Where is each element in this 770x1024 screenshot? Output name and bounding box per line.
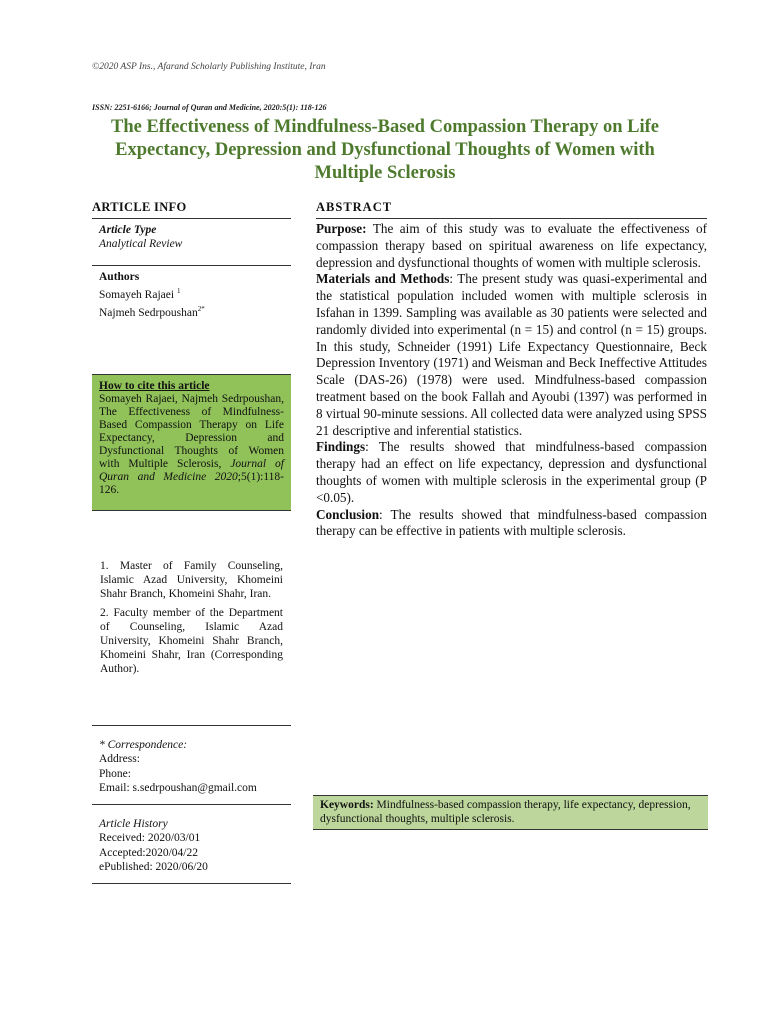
how-to-cite-box	[92, 375, 291, 510]
conclusion-label: Conclusion	[316, 506, 380, 522]
abstract-body	[316, 219, 707, 540]
purpose-text: The aim of this study was to evaluate the effectiveness of compassion therapy based on spiritual awareness on life expectancy, depression and dysfunctional thoughts of women with multiple sclerosis.	[316, 221, 707, 270]
correspondence-label: * Correspondence:	[99, 738, 188, 751]
phone-line: Phone:	[99, 767, 131, 780]
affiliations	[92, 559, 291, 676]
spacer	[92, 511, 291, 559]
abstract-purpose	[316, 221, 707, 271]
article-type-label: Article Type	[99, 224, 157, 236]
affiliation-item: 2. Faculty member of the Department of Counseling, Islamic Azad University, Khomeini Shahr Branch, Khomeini Shahr, Iran (Corresponding Author).	[100, 606, 283, 675]
email-line: Email: s.sedrpoushan@gmail.com	[99, 782, 257, 795]
purpose-label: Purpose:	[316, 221, 367, 236]
article-history-block	[92, 805, 291, 875]
article-info-column	[92, 200, 291, 884]
divider	[92, 883, 291, 884]
methods-label: Materials and Methods	[316, 271, 450, 287]
findings-label: Findings	[316, 439, 366, 455]
article-type-value: Analytical Review	[99, 238, 183, 250]
copyright-line: ©2020 ASP Ins., Afarand Scholarly Publishing Institute, Iran	[92, 62, 326, 72]
history-label: Article History	[99, 817, 168, 830]
article-type-block	[92, 219, 291, 251]
correspondence-block	[92, 726, 291, 796]
conclusion-text: : The results showed that mindfulness-based compassion therapy can be effective in patients with multiple sclerosis.	[316, 506, 707, 539]
keywords-text: Mindfulness-based compassion therapy, life expectancy, depression, dysfunctional thoughts, multiple sclerosis.	[320, 799, 691, 825]
affiliation-item: 1. Master of Family Counseling, Islamic Azad University, Khomeini Shahr Branch, Khomeini Shahr, Iran.	[100, 559, 283, 600]
keywords-box	[313, 795, 708, 830]
methods-text: : The present study was quasi-experimental and the statistical population included women with multiple sclerosis in Isfahan in 1399. Sampling was available as 30 patients were selected and randomly divided into experimental (n = 15) and control (n = 15) groups. In this study, Schneider (1991) Life Expectancy Questionnaire, Beck Depression Inventory (1971) and Weisman and Beck Ineffective Attitudes Scale (DAS-26) (1978) were used. Mindfulness-based compassion treatment based on the book Fallah and Ayoubi (1397) was performed in 8 virtual 90-minute sessions. All collected data were analyzed using SPSS 21 descriptive and inferential statistics.	[316, 271, 707, 438]
author-name: Somayeh Rajaei	[99, 288, 175, 301]
abstract-conclusion	[316, 507, 707, 541]
cite-tail: ;5(1):118-126.	[99, 470, 284, 496]
paper-title: The Effectiveness of Mindfulness-Based Compassion Therapy on Life Expectancy, Depression and Dysfunctional Thoughts of Women with Multiple Sclerosis	[110, 117, 660, 183]
author-affiliation-mark: 2*	[197, 304, 205, 313]
address-line: Address:	[99, 753, 140, 766]
authors-label: Authors	[99, 271, 140, 283]
spacer	[92, 681, 291, 725]
abstract-column	[316, 200, 707, 540]
author-affiliation-mark: 1	[176, 287, 181, 295]
cite-text	[99, 393, 284, 497]
spacer	[92, 320, 291, 374]
cite-body: Somayeh Rajaei, Najmeh Sedrpoushan, The Effectiveness of Mindfulness-Based Compassion Therapy on Life Expectancy, Depression and Dysfunctional Thoughts of Women with Multiple Sclerosis,	[99, 392, 284, 470]
findings-text: : The results showed that mindfulness-based compassion therapy had an effect on life expectancy, depression and dysfunctional thoughts of women with multiple sclerosis in the experimental group (P <0.05).	[316, 439, 707, 505]
epublished-date: ePublished: 2020/06/20	[99, 861, 208, 874]
abstract-findings	[316, 439, 707, 506]
abstract-methods	[316, 271, 707, 439]
author-item	[99, 284, 284, 302]
author-item	[99, 302, 284, 320]
cite-label: How to cite this article	[99, 379, 210, 392]
received-date: Received: 2020/03/01	[99, 832, 201, 845]
cite-journal: Journal of Quran and Medicine 2020	[99, 457, 284, 483]
accepted-date: Accepted:2020/04/22	[99, 846, 199, 859]
issn-line: ISSN: 2251-6166; Journal of Quran and Medicine, 2020:5(1): 118-126	[92, 103, 327, 112]
author-name: Najmeh Sedrpoushan	[99, 306, 198, 319]
abstract-heading: ABSTRACT	[316, 200, 393, 214]
article-info-heading: ARTICLE INFO	[92, 200, 187, 214]
authors-block	[92, 266, 291, 320]
keywords-label: Keywords:	[320, 799, 374, 811]
